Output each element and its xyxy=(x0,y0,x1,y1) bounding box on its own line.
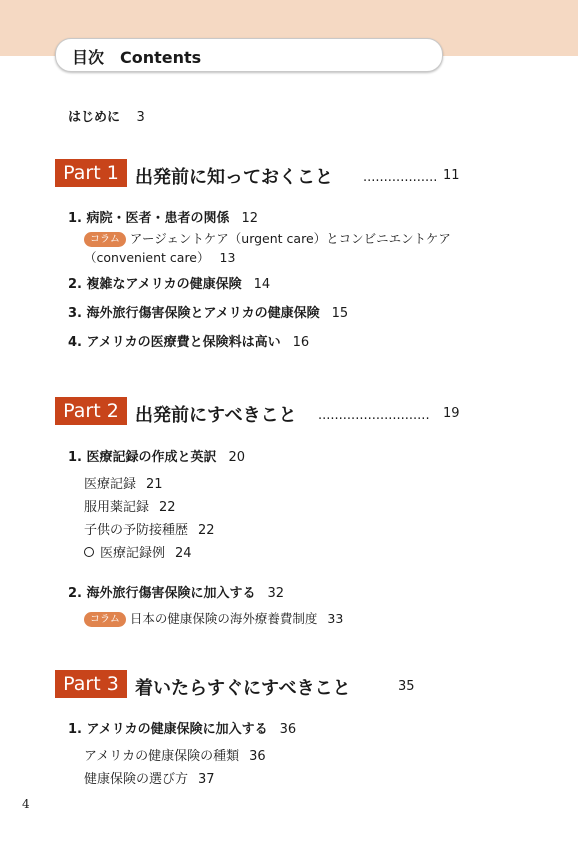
subsection-label: 医療記録例 xyxy=(100,546,166,561)
part1-page: 11 xyxy=(443,168,460,183)
part1-badge: Part 1 xyxy=(55,159,127,187)
subsection-page: 37 xyxy=(198,772,215,787)
chapter-entry[interactable] xyxy=(68,207,258,226)
column-entry[interactable] xyxy=(84,229,451,247)
intro-entry[interactable] xyxy=(68,106,145,125)
part3-badge: Part 3 xyxy=(55,670,127,698)
chapter-label: 2. 複雑なアメリカの健康保険 xyxy=(68,277,242,292)
chapter-label: 4. アメリカの医療費と保険料は高い xyxy=(68,335,281,350)
chapter-page: 16 xyxy=(292,335,310,350)
subsection-entry[interactable] xyxy=(84,519,215,538)
subsection-label: 健康保険の選び方 xyxy=(84,772,189,787)
part2-dots: ........................... xyxy=(318,408,430,423)
part2-page: 19 xyxy=(443,406,460,421)
subsection-label: アメリカの健康保険の種類 xyxy=(84,749,240,764)
subsection-label: 医療記録 xyxy=(84,477,137,492)
subsection-page: 21 xyxy=(146,477,163,492)
column-title-line1: アージェントケア（urgent care）とコンビニエントケア xyxy=(129,231,451,246)
column-page: 13 xyxy=(219,250,236,265)
column-title-line1: 日本の健康保険の海外療養費制度 xyxy=(129,611,318,626)
column-entry[interactable] xyxy=(84,609,343,627)
chapter-page: 20 xyxy=(228,450,246,465)
chapter-entry[interactable] xyxy=(68,302,348,321)
chapter-label: 1. 病院・医者・患者の関係 xyxy=(68,211,230,226)
column-entry-cont[interactable] xyxy=(84,248,235,266)
chapter-page: 36 xyxy=(279,722,297,737)
chapter-entry[interactable] xyxy=(68,582,284,601)
subsection-entry[interactable] xyxy=(84,496,176,515)
subsection-page: 22 xyxy=(198,523,215,538)
column-tag: コラム xyxy=(84,232,126,247)
part3-title[interactable]: 着いたらすぐにすべきこと xyxy=(135,678,351,699)
intro-label: はじめに xyxy=(68,110,121,125)
part1-title[interactable]: 出発前に知っておくこと xyxy=(135,167,333,188)
chapter-label: 3. 海外旅行傷害保険とアメリカの健康保険 xyxy=(68,306,320,321)
subsection-page: 22 xyxy=(159,500,176,515)
intro-page: 3 xyxy=(136,110,145,125)
chapter-entry[interactable] xyxy=(68,718,296,737)
subsection-page: 24 xyxy=(175,546,192,561)
part2-title[interactable]: 出発前にすべきこと xyxy=(135,405,297,426)
column-page: 33 xyxy=(327,611,344,626)
part3-page: 35 xyxy=(398,679,415,694)
column-title-line2: （convenient care） xyxy=(84,250,210,265)
page-number: 4 xyxy=(22,797,30,811)
part1-dots: .................. xyxy=(363,170,438,185)
chapter-page: 14 xyxy=(253,277,271,292)
page-title: 目次 Contents xyxy=(72,48,202,67)
chapter-page: 15 xyxy=(331,306,349,321)
part2-badge: Part 2 xyxy=(55,397,127,425)
chapter-entry[interactable] xyxy=(68,446,245,465)
chapter-label: 1. 医療記録の作成と英訳 xyxy=(68,450,217,465)
subsection-label: 子供の予防接種歴 xyxy=(84,523,189,538)
column-tag: コラム xyxy=(84,612,126,627)
chapter-label: 2. 海外旅行傷害保険に加入する xyxy=(68,586,256,601)
chapter-entry[interactable] xyxy=(68,273,270,292)
subsection-entry[interactable] xyxy=(84,473,163,492)
subsection-entry[interactable] xyxy=(84,542,192,561)
contents-title-box xyxy=(55,38,443,72)
subsection-entry[interactable] xyxy=(84,768,215,787)
circle-bullet-icon xyxy=(84,547,94,557)
subsection-page: 36 xyxy=(249,749,266,764)
subsection-entry[interactable] xyxy=(84,745,266,764)
subsection-label: 服用薬記録 xyxy=(84,500,150,515)
chapter-label: 1. アメリカの健康保険に加入する xyxy=(68,722,268,737)
chapter-page: 32 xyxy=(267,586,285,601)
chapter-entry[interactable] xyxy=(68,331,309,350)
chapter-page: 12 xyxy=(241,211,259,226)
